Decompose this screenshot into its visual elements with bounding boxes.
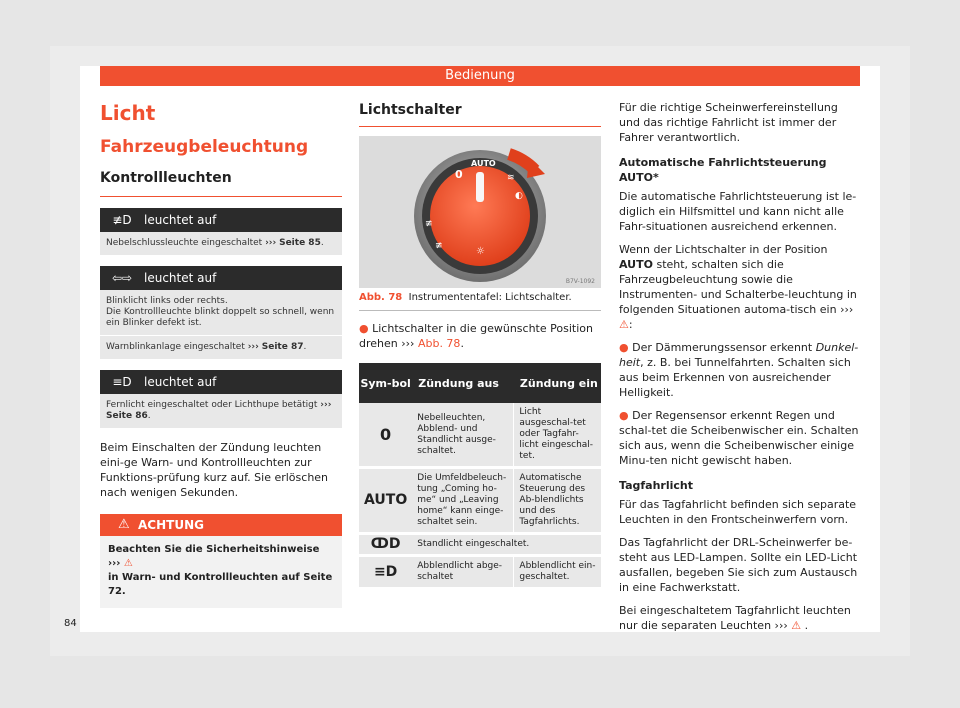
indicator-header: [100, 208, 342, 232]
text: Der Regensensor erkennt Regen und schal-tet die Scheibenwischer ein. Schalten sich aus, wenn die Scheibenwischer einige Minu-ten nicht gewischt haben.: [619, 409, 859, 467]
table-row: [359, 534, 601, 556]
light-switch-figure: [359, 136, 601, 288]
auto-symbol-icon: AUTO: [619, 258, 653, 271]
column-middle: [359, 100, 601, 590]
instruction-text: Lichtschalter in die gewünschte Position drehen: [359, 322, 593, 350]
table-cell-ignition-on: Licht ausgeschal-tet oder Tagfahr-licht eingeschal-tet.: [514, 403, 601, 468]
paragraph-auto-position: [619, 242, 861, 332]
text: Bei eingeschaltetem Tagfahrlicht leuchten nur die separaten Leuchten: [619, 604, 851, 632]
table-cell-ignition-off: Nebelleuchten, Abblend- und Standlicht ausge-schaltet.: [412, 403, 514, 468]
column-left: [100, 100, 342, 608]
turn-signal-icon: ⇦⇨: [111, 271, 133, 285]
indicator-list: [100, 208, 342, 428]
paragraph-auto-help: Die automatische Fahrlichtsteuerung ist le-diglich ein Hilfsmittel und kann nicht alle Fahr-situationen ausreichend erkennen.: [619, 190, 857, 233]
text: , z. B. bei Tunnelfahrten. Schalten sich aus beim Erkennen von ausreichender Helligkeit.: [619, 356, 851, 399]
warning-triangle-icon: ⚠: [619, 318, 629, 331]
high-beam-icon: ≡D: [112, 375, 132, 389]
text-italic: Dunkel-heit: [619, 341, 859, 369]
warning-triangle-icon: ⚠: [118, 517, 130, 532]
switch-symbol-icon: 0: [359, 403, 412, 468]
text: Der Dämmerungssensor erkennt: [632, 341, 816, 354]
reference-arrow: ›››: [108, 558, 121, 569]
chapter-title: Licht: [100, 101, 156, 125]
warning-triangle-icon: ⚠: [791, 619, 802, 632]
chapter-subtitle: Fahrzeugbeleuchtung: [100, 137, 309, 157]
indicator-description: [100, 290, 342, 335]
text: Wenn der Lichtschalter in der Position: [619, 243, 828, 256]
warning-header: [100, 514, 342, 536]
section-heading: Lichtschalter: [359, 100, 601, 127]
table-header-symbol: Sym-bol: [359, 363, 412, 403]
section-heading: Kontrollleuchten: [100, 168, 342, 197]
table-cell-ignition-on: Abblendlicht ein-geschaltet.: [514, 556, 601, 589]
svg-text:◐: ◐: [515, 191, 523, 201]
page-reference-link[interactable]: Seite 86: [106, 411, 148, 421]
figure-caption: [359, 288, 601, 311]
table-header-ignition-on: Zündung ein: [514, 363, 601, 403]
indicator-text: Nebelschlussleuchte eingeschaltet: [106, 238, 266, 248]
instruction-bullet: [359, 321, 601, 351]
body-paragraph: Beim Einschalten der Zündung leuchten eini-ge Warn- und Kontrollleuchten zur Funktions-prüfung kurz auf. Sie erlöschen nach wenigen Sekunden.: [100, 441, 329, 499]
text: :: [628, 318, 633, 331]
bullet-dot: ●: [359, 322, 369, 335]
optional-star: *: [652, 171, 659, 184]
reference-arrow: ›››: [401, 337, 415, 350]
light-switch-illustration: [359, 136, 601, 288]
page-header: Bedienung: [100, 66, 860, 86]
indicator-description: [100, 394, 342, 428]
reference-arrow: ›››: [774, 619, 788, 632]
table-cell-ignition-on: Automatische Steuerung des Ab-blendlichts und des Tagfahrlichts.: [514, 468, 601, 534]
indicator-text-end: .: [303, 342, 307, 352]
page-number: 84: [64, 618, 77, 629]
paragraph-drl-on: [619, 603, 861, 633]
indicator-header: [100, 370, 342, 394]
fog-light-rear-icon: ≢D: [112, 213, 132, 227]
bullet-dot: ●: [619, 409, 629, 422]
indicator-label: leuchtet auf: [144, 271, 217, 285]
svg-text:≋: ≋: [507, 173, 515, 183]
paragraph-drl-led: Das Tagfahrlicht der DRL-Scheinwerfer be-steht aus LED-Lampen. Sollte ein LED-Licht ausfallen, begeben Sie sich zum Austausch in eine Fachwerkstatt.: [619, 536, 858, 594]
bullet-rain-sensor: [619, 408, 861, 468]
reference-arrow: ›››: [320, 400, 332, 410]
figure-link[interactable]: Abb. 78: [417, 337, 461, 350]
switch-symbol-icon: AUTO: [359, 468, 412, 534]
indicator-label: leuchtet auf: [144, 213, 217, 227]
indicator-text-end: .: [147, 411, 151, 421]
paragraph-daytime-lamps: Für das Tagfahrlicht befinden sich separate Leuchten in den Frontscheinwerfern vorn.: [619, 498, 857, 526]
figure-number: Abb. 78: [359, 292, 403, 303]
page-reference-link[interactable]: Seite 87: [261, 342, 304, 352]
warning-text-2: in Warn- und Kontrollleuchten auf Seite 72.: [108, 572, 333, 597]
warning-body: [100, 536, 342, 608]
warning-text: Beachten Sie die Sicherheitshinweise: [108, 544, 320, 555]
reference-arrow: ›››: [247, 342, 259, 352]
table-row: [359, 556, 601, 589]
reference-arrow: ›››: [840, 303, 854, 316]
paragraph-responsibility: Für die richtige Scheinwerfereinstellung und das richtige Fahrlicht ist immer der Fahrer verantwortlich.: [619, 101, 838, 144]
figure-caption-text: Instrumententafel: Lichtschalter.: [408, 292, 572, 303]
bullet-dusk-sensor: [619, 340, 861, 400]
table-row: [359, 468, 601, 534]
warning-triangle-icon: ⚠: [123, 558, 133, 569]
svg-text:≢: ≢: [425, 219, 433, 229]
indicator-text: Fernlicht eingeschaltet oder Lichthupe betätigt: [106, 400, 321, 410]
table-row: [359, 403, 601, 468]
table-header-ignition-off: Zündung aus: [412, 363, 514, 403]
reference-arrow: ›››: [265, 238, 277, 248]
page-reference-link[interactable]: Seite 85: [279, 238, 321, 248]
svg-text:≢: ≢: [435, 241, 443, 251]
heading-daytime-light: Tagfahrlicht: [619, 479, 693, 492]
heading-auto-light: [619, 155, 861, 185]
instruction-end: .: [460, 337, 464, 350]
heading-auto-text: Automatische Fahrlichtsteuerung: [619, 156, 827, 169]
indicator-text-end: .: [320, 238, 324, 248]
table-cell-ignition-off: Die Umfeldbeleuch-tung „Coming ho-me“ und „Leaving home“ kann einge-schaltet sein.: [412, 468, 514, 534]
table-cell-merged: Standlicht eingeschaltet.: [412, 534, 601, 556]
switch-symbol-icon: ↀD: [359, 534, 412, 556]
table-header-row: [359, 363, 601, 403]
switch-symbol-icon: ≡D: [359, 556, 412, 589]
indicator-description: [100, 335, 342, 359]
switch-position-table: [359, 363, 601, 590]
figure-code: B7V-1092: [565, 278, 595, 285]
table-body: [359, 403, 601, 589]
table-cell-ignition-off: Abblendlicht abge-schaltet: [412, 556, 514, 589]
auto-symbol-icon: AUTO: [619, 171, 653, 184]
switch-label-auto: AUTO: [471, 159, 496, 168]
text: steht, schalten sich die Fahrzeugbeleuchtung sowie die Instrumenten- und Schalterbe-leuchtung in folgenden Situationen automa-tisch ein: [619, 258, 857, 316]
text: .: [801, 619, 809, 632]
warning-title: ACHTUNG: [138, 518, 204, 532]
bullet-dot: ●: [619, 341, 629, 354]
indicator-description: [100, 232, 342, 255]
indicator-text: Blinklicht links oder rechts. Die Kontrollleuchte blinkt doppelt so schnell, wenn ein Blinker defekt ist.: [106, 296, 335, 328]
column-right: [619, 100, 861, 633]
indicator-text: Warnblinkanlage eingeschaltet: [106, 342, 248, 352]
svg-text:☼: ☼: [476, 246, 485, 257]
indicator-header: [100, 266, 342, 290]
switch-label-zero: 0: [455, 168, 463, 181]
indicator-label: leuchtet auf: [144, 375, 217, 389]
warning-box: [100, 514, 342, 608]
